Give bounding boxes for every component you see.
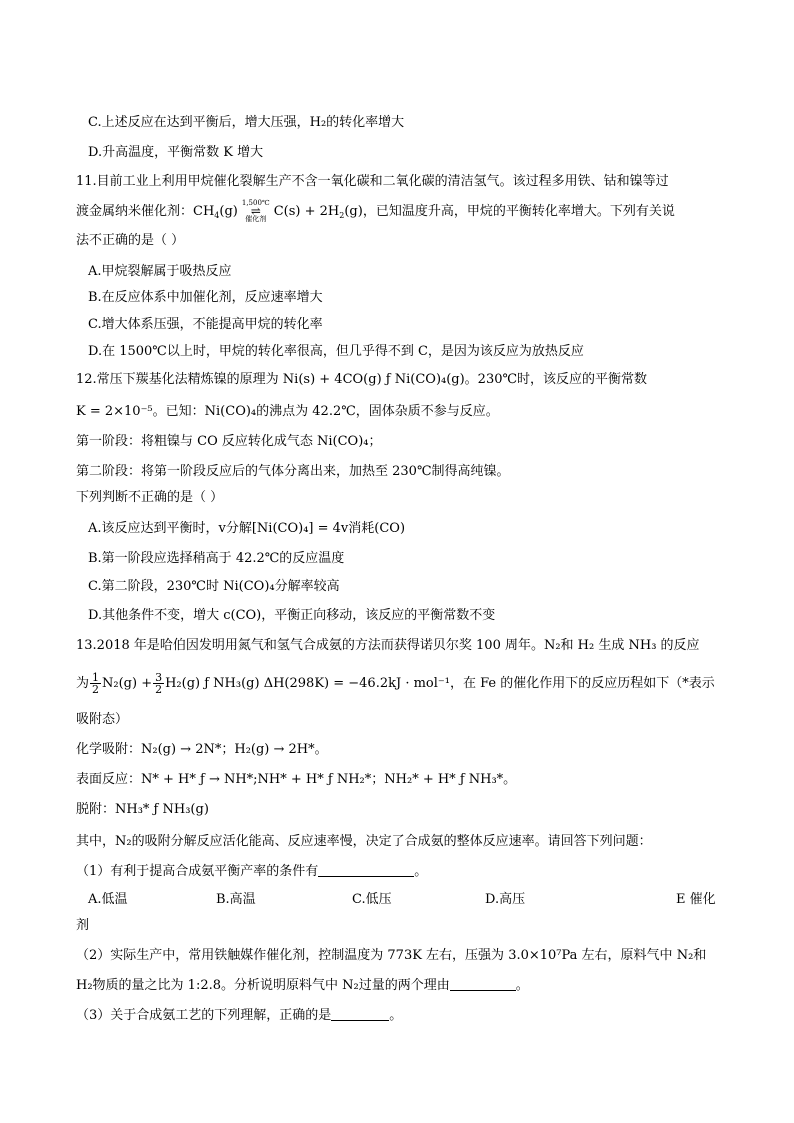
q13-text: H₂(g) ƒ NH₃(g) ΔH(298K) = −46.2kJ · mol⁻¹，在 Fe 的催化作用下的反应历程如下（*表示 (165, 676, 715, 691)
q11-option-d: D.在 1500℃以上时，甲烷的转化率很高，但几乎得不到 C，是因为该反应为放热反应 (88, 344, 584, 359)
q11-text: (g)，已知温度升高，甲烷的平衡转化率增大。下列有关说 (344, 204, 675, 219)
sub3-label: （3）关于合成氨工艺的下列理解，正确的是 (76, 1008, 332, 1023)
q11-option-a: A.甲烷裂解属于吸热反应 (88, 264, 232, 279)
q11-option-c: C.增大体系压强，不能提高甲烷的转化率 (88, 317, 323, 332)
q12-stem-line2: K = 2×10⁻⁵。已知：Ni(CO)₄的沸点为 42.2℃，固体杂质不参与反应。 (76, 404, 499, 419)
q13-sub2-line1: （2）实际生产中，常用铁触媒作催化剂，控制温度为 773K 左右，压强为 3.0×10⁷Pa 左右，原料气中 N₂和 (76, 948, 707, 963)
q11-stem-line1: 11.目前工业上利用甲烷催化裂解生产不含一氧化碳和二氧化碳的清洁氢气。该过程多用铁、钴和镍等过 (76, 174, 669, 189)
q11-stem-line3: 法不正确的是（ ） (76, 233, 185, 248)
q11-text: (g) (219, 204, 238, 219)
q13-chemical-adsorption: 化学吸附：N₂(g) → 2N*；H₂(g) → 2H*。 (76, 742, 328, 757)
q12-stem-line1: 12.常压下羰基化法精炼镍的原理为 Ni(s) + 4CO(g) ƒ Ni(CO)₄(g)。230℃时，该反应的平衡常数 (76, 372, 648, 387)
fraction-numerator: 3 (155, 671, 163, 684)
q13-sub1-option-e: E 催化 (676, 892, 716, 907)
q13-text: N₂(g) + (102, 676, 153, 691)
fraction-three-halves (153, 672, 164, 695)
q11-subscript: 4 (214, 211, 220, 220)
q13-paragraph: 其中，N₂的吸附分解反应活化能高、反应速率慢，决定了合成氨的整体反应速率。请回答下列问题： (76, 834, 652, 849)
q13-text: 为 (76, 676, 90, 691)
q13-sub1-option-e-cont: 剂 (76, 918, 90, 933)
sub1-label: （1）有利于提高合成氨平衡产率的条件有 (76, 864, 319, 879)
q12-option-a: A.该反应达到平衡时，v分解[Ni(CO)₄] = 4v消耗(CO) (88, 521, 406, 536)
fraction-denominator: 2 (92, 683, 100, 696)
equilibrium-arrow (242, 200, 270, 223)
answer-blank[interactable] (450, 978, 516, 991)
sub2-end: 。 (515, 978, 529, 993)
q13-sub1-option-b: B.高温 (216, 892, 256, 907)
q13-sub1-option-c: C.低压 (352, 892, 392, 907)
q13-sub1-option-a: A.低温 (88, 892, 128, 907)
sub3-end: 。 (389, 1008, 403, 1023)
q11-stem-line2 (76, 200, 675, 224)
q12-option-d: D.其他条件不变，增大 c(CO)，平衡正向移动，该反应的平衡常数不变 (88, 608, 496, 623)
arrow-condition-bottom: 催化剂 (245, 215, 267, 223)
fraction-one-half (90, 672, 101, 695)
q13-sub1-option-d: D.高压 (485, 892, 526, 907)
fraction-numerator: 1 (92, 671, 100, 684)
answer-blank[interactable] (331, 1008, 389, 1021)
q12-option-b: B.第一阶段应选择稍高于 42.2℃的反应温度 (88, 551, 345, 566)
q12-stage1: 第一阶段：将粗镍与 CO 反应转化成气态 Ni(CO)₄； (76, 434, 382, 449)
q13-sub3 (76, 1008, 402, 1024)
q11-option-b: B.在反应体系中加催化剂，反应速率增大 (88, 290, 323, 305)
q11-subscript: 2 (339, 211, 345, 220)
q13-stem-line3: 吸附态） (76, 712, 129, 727)
sub2-text: H₂物质的量之比为 1:2.8。分析说明原料气中 N₂过量的两个理由 (76, 978, 450, 993)
q12-option-c: C.第二阶段，230℃时 Ni(CO)₄分解率较高 (88, 579, 340, 594)
equilibrium-arrow-icon: ⇌ (250, 204, 261, 218)
sub1-end: 。 (414, 864, 428, 879)
q13-desorption: 脱附：NH₃* ƒ NH₃(g) (76, 802, 209, 817)
q12-question: 下列判断不正确的是（ ） (76, 490, 224, 505)
q13-stem-line2 (76, 672, 715, 695)
fraction-denominator: 2 (155, 683, 163, 696)
q13-sub2-line2 (76, 978, 529, 994)
arrow-condition-top: 1,500℃ (241, 199, 270, 207)
q11-text: 渡金属纳米催化剂：CH (76, 204, 215, 219)
q13-sub1 (76, 864, 427, 880)
answer-blank[interactable] (318, 864, 414, 877)
q10-option-c: C.上述反应在达到平衡后，增大压强，H₂的转化率增大 (88, 115, 405, 130)
q13-stem-line1: 13.2018 年是哈伯因发明用氮气和氢气合成氨的方法而获得诺贝尔奖 100 周年。N₂和 H₂ 生成 NH₃ 的反应 (76, 638, 700, 653)
q12-stage2: 第二阶段：将第一阶段反应后的气体分离出来，加热至 230℃制得高纯镍。 (76, 464, 510, 479)
q13-surface-reaction: 表面反应：N* + H* ƒ → NH*;NH* + H* ƒ NH₂*；NH₂* + H* ƒ NH₃*。 (76, 772, 517, 787)
q11-text: C(s) + 2H (273, 204, 340, 219)
q10-option-d: D.升高温度，平衡常数 K 增大 (88, 145, 264, 160)
